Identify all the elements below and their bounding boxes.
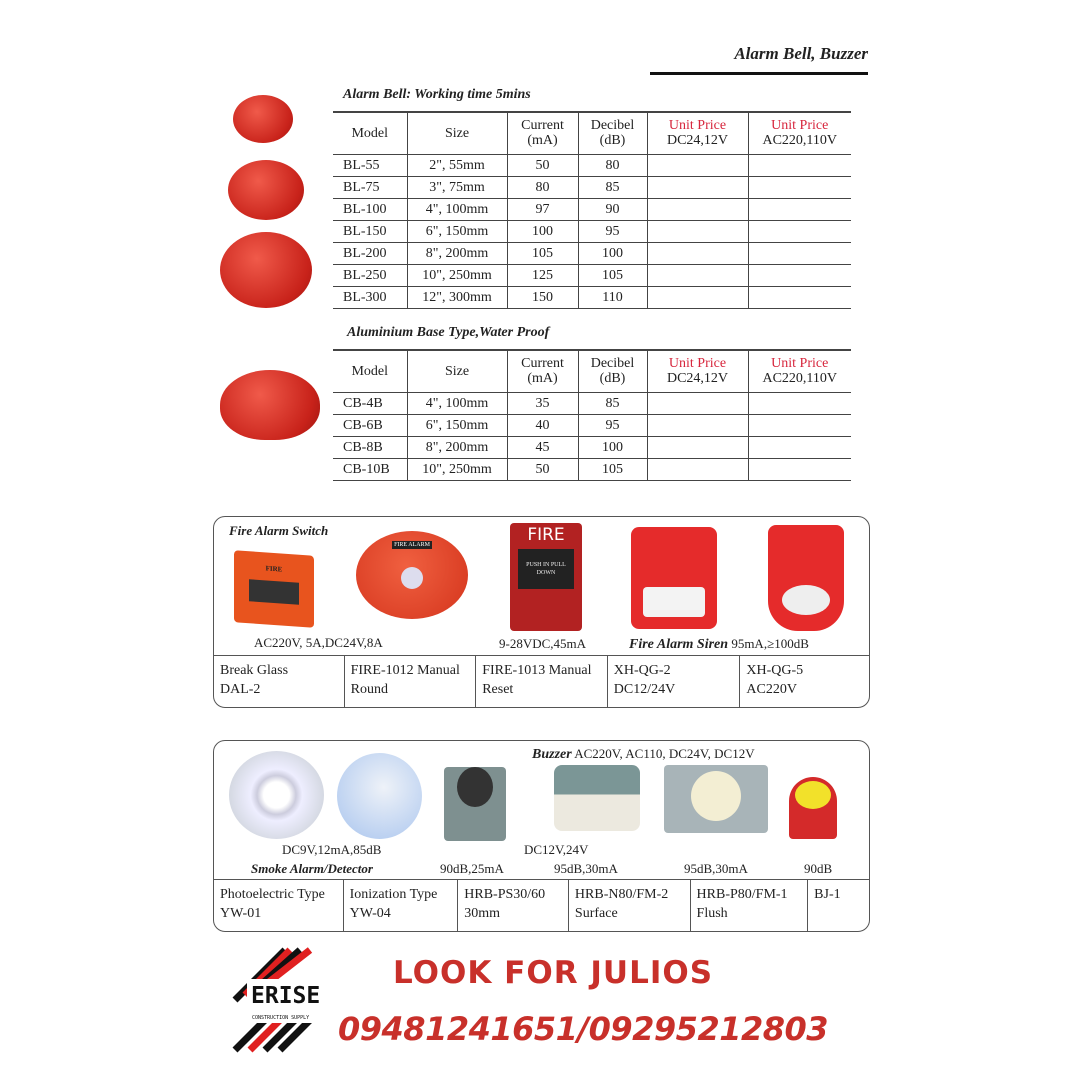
- model-cell: [343, 880, 458, 931]
- siren-xh-qg-5-image: [768, 525, 844, 631]
- logo-text: ERISE: [251, 983, 321, 1009]
- col-price-ac: Unit Price AC220,110V: [748, 350, 851, 392]
- spec-bj1: 90dB: [804, 861, 833, 876]
- cell-size: 4", 100mm: [407, 392, 507, 414]
- cell-current: 40: [507, 414, 578, 436]
- cell-model: CB-10B: [333, 458, 407, 480]
- table-row: [333, 220, 851, 242]
- model-cell: [457, 880, 568, 931]
- title-underline: [650, 72, 868, 75]
- cell-decibel: 100: [578, 242, 647, 264]
- cell-current: 35: [507, 392, 578, 414]
- cell-decibel: 95: [578, 220, 647, 242]
- table-row: [333, 286, 851, 308]
- buzzer-ps30-image: [444, 767, 506, 841]
- siren-title: Fire Alarm Siren: [629, 637, 729, 652]
- buzzer-models: [214, 879, 869, 931]
- switch-spec: AC220V, 5A,DC24V,8A: [254, 635, 383, 650]
- model-detail: Flush: [696, 906, 728, 921]
- model-detail: 30mm: [464, 906, 501, 921]
- cell-current: 105: [507, 242, 578, 264]
- cell-model: BL-200: [333, 242, 407, 264]
- cell-current: 125: [507, 264, 578, 286]
- model-name: BJ-1: [814, 887, 841, 902]
- model-name: FIRE-1012 Manual: [350, 663, 460, 678]
- spec-p80: 95dB,30mA: [684, 861, 748, 876]
- cell-price-ac: [748, 286, 851, 308]
- table-row: [333, 414, 851, 436]
- spec-n80: 95dB,30mA: [554, 861, 618, 876]
- model-detail: Round: [350, 682, 388, 697]
- cell-price-dc: [647, 176, 748, 198]
- col-price-ac: Unit Price AC220,110V: [748, 112, 851, 154]
- model-name: Ionization Type: [349, 887, 438, 902]
- logo-subtext: CONSTRUCTION SUPPLY: [252, 1015, 310, 1021]
- cell-price-dc: [647, 264, 748, 286]
- page-title: Alarm Bell, Buzzer: [734, 44, 868, 63]
- contact-name: LOOK FOR JULIOS: [393, 955, 714, 991]
- table-row: [333, 458, 851, 480]
- model-cell: [807, 880, 869, 931]
- cell-model: CB-6B: [333, 414, 407, 436]
- table-row: [333, 154, 851, 176]
- cell-price-dc: [647, 436, 748, 458]
- cell-decibel: 110: [578, 286, 647, 308]
- cell-current: 97: [507, 198, 578, 220]
- model-cell: [214, 880, 343, 931]
- model-cell: [475, 656, 607, 707]
- bell-image-medium: [228, 160, 304, 220]
- photoelectric-detector-image: [229, 751, 324, 839]
- round-manual-image: FIRE ALARM: [356, 531, 468, 619]
- cell-size: 8", 200mm: [407, 436, 507, 458]
- buzzer-n80-image: [554, 765, 640, 831]
- cell-price-ac: [748, 242, 851, 264]
- buzzer-bj1-image: [789, 777, 837, 839]
- cell-price-dc: [647, 414, 748, 436]
- cell-decibel: 100: [578, 436, 647, 458]
- table-header-row: [333, 112, 851, 154]
- spec-ps30: 90dB,25mA: [440, 861, 504, 876]
- cell-price-ac: [748, 458, 851, 480]
- break-glass-image: FIRE: [234, 550, 314, 628]
- alarm-bell-title: Alarm Bell: Working time 5mins: [343, 87, 531, 102]
- col-current: Current (mA): [507, 350, 578, 392]
- erise-logo: [225, 945, 335, 1055]
- col-price-dc: Unit Price DC24,12V: [647, 350, 748, 392]
- cell-model: BL-100: [333, 198, 407, 220]
- bell-image-small: [233, 95, 293, 143]
- cell-size: 10", 250mm: [407, 458, 507, 480]
- cell-model: BL-300: [333, 286, 407, 308]
- cell-price-dc: [647, 392, 748, 414]
- table-row: [333, 392, 851, 414]
- cell-price-ac: [748, 220, 851, 242]
- cell-decibel: 80: [578, 154, 647, 176]
- buzzer-spec: AC220V, AC110, DC24V, DC12V: [574, 746, 755, 761]
- cell-price-ac: [748, 392, 851, 414]
- contact-phones: 09481241651/09295212803: [338, 1010, 829, 1048]
- siren-xh-qg-2-image: [631, 527, 717, 629]
- buzzer-title: Buzzer: [532, 747, 572, 762]
- model-name: Break Glass: [220, 663, 289, 678]
- reset-manual-image: FIRE PUSH IN PULL DOWN: [510, 523, 582, 631]
- cell-model: BL-250: [333, 264, 407, 286]
- cell-size: 4", 100mm: [407, 198, 507, 220]
- model-detail: Surface: [574, 906, 618, 921]
- cell-price-ac: [748, 436, 851, 458]
- cell-model: BL-150: [333, 220, 407, 242]
- table-row: [333, 264, 851, 286]
- model-name: HRB-P80/FM-1: [696, 887, 788, 902]
- cell-price-dc: [647, 220, 748, 242]
- col-current: Current (mA): [507, 112, 578, 154]
- col-decibel: Decibel (dB): [578, 112, 647, 154]
- cell-decibel: 85: [578, 392, 647, 414]
- cell-decibel: 105: [578, 458, 647, 480]
- model-cell: [568, 880, 690, 931]
- cell-price-ac: [748, 176, 851, 198]
- cell-price-ac: [748, 414, 851, 436]
- model-cell: [344, 656, 476, 707]
- model-cell: [214, 656, 344, 707]
- table-row: [333, 198, 851, 220]
- model-detail: DC12/24V: [613, 682, 676, 697]
- siren-spec: 95mA,≥100dB: [731, 636, 809, 651]
- table-row: [333, 176, 851, 198]
- cell-price-dc: [647, 198, 748, 220]
- model-cell: [739, 656, 869, 707]
- model-detail: AC220V: [746, 682, 797, 697]
- alarm-bell-table: [333, 111, 851, 309]
- model-detail: YW-01: [220, 906, 262, 921]
- model-name: FIRE-1013 Manual: [482, 663, 592, 678]
- ionization-detector-image: [337, 753, 422, 839]
- bell-image-large: [220, 232, 312, 308]
- cell-current: 50: [507, 458, 578, 480]
- cell-decibel: 105: [578, 264, 647, 286]
- cell-price-dc: [647, 286, 748, 308]
- cell-price-dc: [647, 458, 748, 480]
- model-cell: [607, 656, 740, 707]
- cell-current: 80: [507, 176, 578, 198]
- table-header-row: [333, 350, 851, 392]
- fire-switch-models: [214, 655, 869, 707]
- reset-spec: 9-28VDC,45mA: [499, 636, 587, 651]
- cell-size: 2", 55mm: [407, 154, 507, 176]
- table-row: [333, 242, 851, 264]
- smoke-spec: DC9V,12mA,85dB: [282, 842, 382, 857]
- col-model: Model: [333, 112, 407, 154]
- cb-bell-image: [220, 370, 320, 440]
- fire-alarm-switch-panel: [213, 516, 870, 708]
- model-detail: Reset: [482, 682, 514, 697]
- cell-decibel: 85: [578, 176, 647, 198]
- dc-spec: DC12V,24V: [524, 842, 589, 857]
- cell-model: BL-75: [333, 176, 407, 198]
- model-name: Photoelectric Type: [220, 887, 325, 902]
- cell-model: CB-4B: [333, 392, 407, 414]
- cell-decibel: 90: [578, 198, 647, 220]
- buzzer-p80-image: [664, 765, 768, 833]
- col-size: Size: [407, 112, 507, 154]
- col-price-dc: Unit Price DC24,12V: [647, 112, 748, 154]
- cell-price-dc: [647, 154, 748, 176]
- smoke-title: Smoke Alarm/Detector: [251, 861, 373, 876]
- cell-current: 100: [507, 220, 578, 242]
- cell-size: 6", 150mm: [407, 414, 507, 436]
- model-cell: [690, 880, 808, 931]
- cell-price-dc: [647, 242, 748, 264]
- buzzer-panel: [213, 740, 870, 932]
- cell-price-ac: [748, 264, 851, 286]
- col-model: Model: [333, 350, 407, 392]
- cell-price-ac: [748, 154, 851, 176]
- cell-decibel: 95: [578, 414, 647, 436]
- col-size: Size: [407, 350, 507, 392]
- aluminium-title: Aluminium Base Type,Water Proof: [347, 325, 550, 340]
- cell-model: CB-8B: [333, 436, 407, 458]
- model-name: HRB-PS30/60: [464, 887, 546, 902]
- model-name: XH-QG-5: [746, 663, 804, 678]
- cell-size: 12", 300mm: [407, 286, 507, 308]
- cell-size: 10", 250mm: [407, 264, 507, 286]
- model-name: HRB-N80/FM-2: [574, 887, 669, 902]
- aluminium-table: [333, 349, 851, 481]
- cell-current: 50: [507, 154, 578, 176]
- cell-model: BL-55: [333, 154, 407, 176]
- model-name: XH-QG-2: [613, 663, 671, 678]
- cell-size: 6", 150mm: [407, 220, 507, 242]
- cell-current: 45: [507, 436, 578, 458]
- table-row: [333, 436, 851, 458]
- cell-size: 3", 75mm: [407, 176, 507, 198]
- cell-size: 8", 200mm: [407, 242, 507, 264]
- col-decibel: Decibel (dB): [578, 350, 647, 392]
- model-detail: DAL-2: [220, 682, 261, 697]
- cell-current: 150: [507, 286, 578, 308]
- cell-price-ac: [748, 198, 851, 220]
- fire-switch-title: Fire Alarm Switch: [229, 523, 329, 538]
- model-detail: YW-04: [349, 906, 391, 921]
